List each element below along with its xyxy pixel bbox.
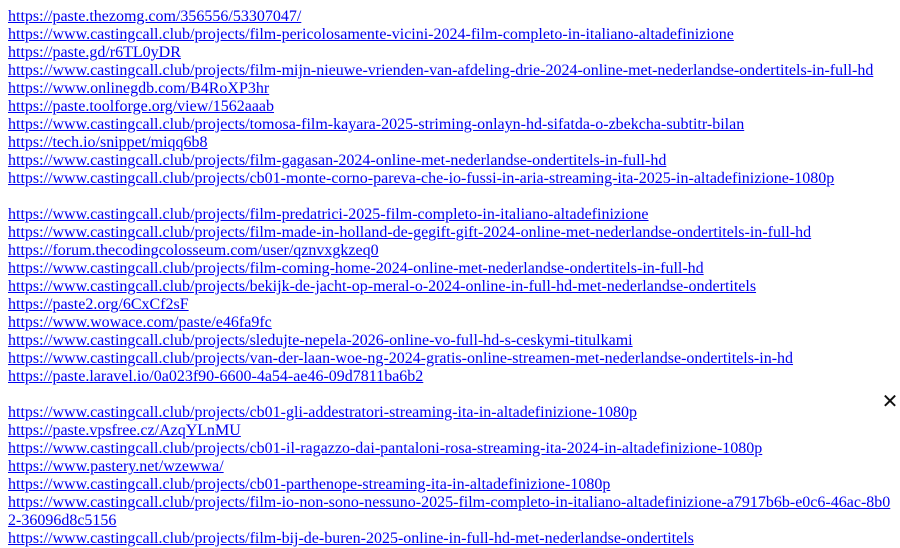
- list-item: [8, 350, 892, 368]
- list-item: [8, 260, 892, 278]
- link[interactable]: https://paste.thezomg.com/356556/53307047/: [8, 8, 302, 25]
- list-item: [8, 440, 892, 458]
- list-item: [8, 80, 892, 98]
- link[interactable]: https://www.castingcall.club/projects/film-gagasan-2024-online-met-nederlandse-ondertitels-in-full-hd: [8, 152, 667, 169]
- close-icon[interactable]: ✕: [881, 389, 899, 413]
- link[interactable]: https://www.castingcall.club/projects/film-predatrici-2025-film-completo-in-italiano-altadefinizione: [8, 206, 649, 223]
- link[interactable]: https://paste.gd/r6TL0yDR: [8, 44, 181, 61]
- list-item: [8, 458, 892, 476]
- link[interactable]: https://www.wowace.com/paste/e46fa9fc: [8, 314, 272, 331]
- link[interactable]: https://www.castingcall.club/projects/cb01-monte-corno-pareva-che-io-fussi-in-aria-streaming-ita-2025-in-altadefinizione-1080p: [8, 170, 835, 187]
- link[interactable]: https://www.castingcall.club/projects/sledujte-nepela-2026-online-vo-full-hd-s-ceskymi-titulkami: [8, 332, 633, 349]
- list-item: [8, 26, 892, 44]
- link[interactable]: https://paste.vpsfree.cz/AzqYLnMU: [8, 422, 241, 439]
- link[interactable]: https://paste2.org/6CxCf2sF: [8, 296, 189, 313]
- list-item: [8, 296, 892, 314]
- list-item: [8, 314, 892, 332]
- list-item: [8, 494, 892, 530]
- link[interactable]: https://www.castingcall.club/projects/film-mijn-nieuwe-vrienden-van-afdeling-drie-2024-online-met-nederlandse-ondertitels-in-full-hd: [8, 62, 874, 79]
- list-item: [8, 206, 892, 224]
- list-item: [8, 278, 892, 296]
- link[interactable]: https://paste.laravel.io/0a023f90-6600-4a54-ae46-09d7811ba6b2: [8, 368, 424, 385]
- list-item: [8, 152, 892, 170]
- link[interactable]: https://paste.toolforge.org/view/1562aaab: [8, 98, 275, 115]
- link-list: [8, 8, 892, 548]
- link[interactable]: https://www.castingcall.club/projects/van-der-laan-woe-ng-2024-gratis-online-streamen-met-nederlandse-ondertitels-in-hd: [8, 350, 794, 367]
- blank-line: [8, 188, 892, 206]
- link[interactable]: https://www.castingcall.club/projects/cb01-gli-addestratori-streaming-ita-in-altadefinizione-1080p: [8, 404, 637, 421]
- link[interactable]: https://www.castingcall.club/projects/bekijk-de-jacht-op-meral-o-2024-online-in-full-hd-met-nederlandse-ondertitels: [8, 278, 757, 295]
- link[interactable]: https://www.castingcall.club/projects/cb01-il-ragazzo-dai-pantaloni-rosa-streaming-ita-2024-in-altadefinizione-1080p: [8, 440, 763, 457]
- list-item: [8, 476, 892, 494]
- list-item: [8, 116, 892, 134]
- link[interactable]: https://www.pastery.net/wzewwa/: [8, 458, 224, 475]
- list-item: [8, 134, 892, 152]
- list-item: [8, 422, 892, 440]
- link[interactable]: https://www.castingcall.club/projects/film-made-in-holland-de-gegift-gift-2024-online-met-nederlandse-ondertitels-in-full-hd: [8, 224, 812, 241]
- list-item: [8, 530, 892, 548]
- list-item: [8, 98, 892, 116]
- link[interactable]: https://www.onlinegdb.com/B4RoXP3hr: [8, 80, 270, 97]
- link[interactable]: https://tech.io/snippet/miqq6b8: [8, 134, 208, 151]
- link[interactable]: https://www.castingcall.club/projects/cb01-parthenope-streaming-ita-in-altadefinizione-1080p: [8, 476, 611, 493]
- list-item: [8, 62, 892, 80]
- link[interactable]: https://www.castingcall.club/projects/film-coming-home-2024-online-met-nederlandse-ondertitels-in-full-hd: [8, 260, 704, 277]
- link[interactable]: https://www.castingcall.club/projects/film-pericolosamente-vicini-2024-film-completo-in-italiano-altadefinizione: [8, 26, 734, 43]
- list-item: [8, 242, 892, 260]
- blank-line: [8, 386, 892, 404]
- link[interactable]: https://www.castingcall.club/projects/tomosa-film-kayara-2025-striming-onlayn-hd-sifatda-o-zbekcha-subtitr-bilan: [8, 116, 745, 133]
- link[interactable]: https://www.castingcall.club/projects/film-io-non-sono-nessuno-2025-film-completo-in-italiano-altadefinizione-a7917b6b-e0c6-46ac-8b02-36096d8c5156: [8, 494, 891, 529]
- list-item: [8, 332, 892, 350]
- list-item: [8, 404, 892, 422]
- list-item: [8, 224, 892, 242]
- link[interactable]: https://forum.thecodingcolosseum.com/user/qznvxgkzeq0: [8, 242, 379, 259]
- list-item: [8, 44, 892, 62]
- list-item: [8, 8, 892, 26]
- list-item: [8, 368, 892, 386]
- link[interactable]: https://www.castingcall.club/projects/film-bij-de-buren-2025-online-in-full-hd-met-nederlandse-ondertitels: [8, 530, 694, 547]
- list-item: [8, 170, 892, 188]
